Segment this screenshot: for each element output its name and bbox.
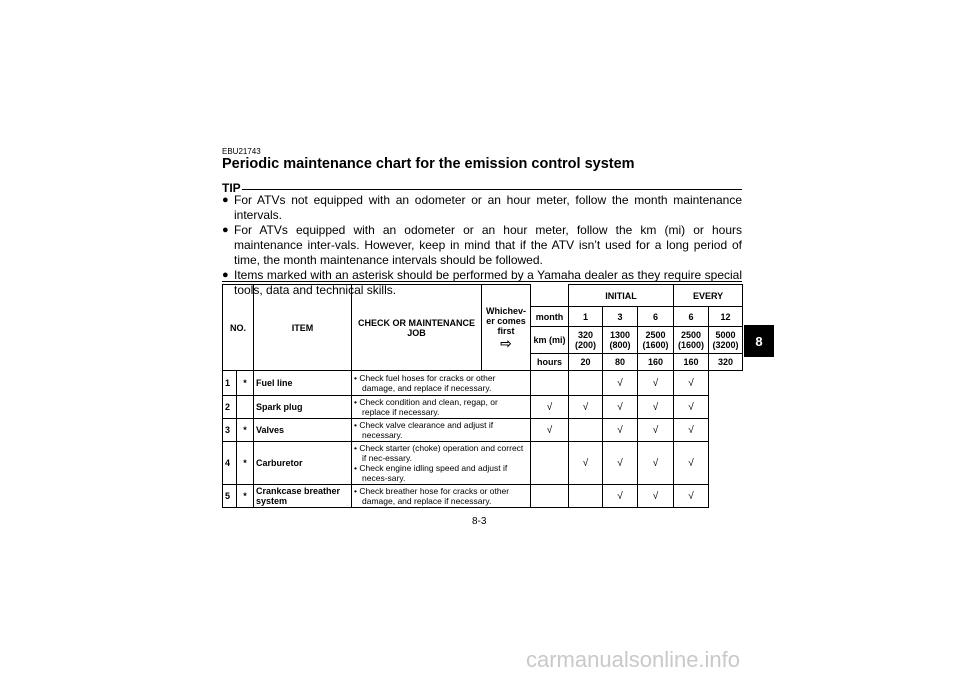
asterisk-mark: * xyxy=(237,485,254,508)
interval-value: 3 xyxy=(603,307,638,327)
row-number: 1 xyxy=(223,371,237,396)
asterisk-mark: * xyxy=(237,419,254,442)
table-row xyxy=(223,442,743,485)
check-cell: √ xyxy=(674,371,709,396)
check-cell: √ xyxy=(638,419,674,442)
check-cell: √ xyxy=(674,485,709,508)
check-cell: √ xyxy=(603,396,638,419)
check-cell: √ xyxy=(638,396,674,419)
header-row xyxy=(223,285,743,307)
check-cell: √ xyxy=(674,396,709,419)
row-number: 2 xyxy=(223,396,237,419)
tip-list xyxy=(222,193,742,298)
initial-header: INITIAL xyxy=(569,285,674,307)
check-cell xyxy=(569,485,603,508)
interval-value: 160 xyxy=(638,354,674,371)
page-title: Periodic maintenance chart for the emission control system xyxy=(222,156,635,172)
bullet-icon: ● xyxy=(222,269,229,281)
bullet-icon: ● xyxy=(222,194,229,206)
interval-value: 80 xyxy=(603,354,638,371)
chapter-tab: 8 xyxy=(744,325,774,357)
check-cell xyxy=(531,442,569,485)
check-cell: √ xyxy=(603,371,638,396)
check-cell: √ xyxy=(638,485,674,508)
check-cell xyxy=(531,485,569,508)
check-cell xyxy=(531,371,569,396)
interval-value: 5000 (3200) xyxy=(709,327,743,354)
interval-value: 1 xyxy=(569,307,603,327)
job-text: • Check engine idling speed and adjust if neces-sary. xyxy=(354,463,508,483)
check-cell: √ xyxy=(603,442,638,485)
job-cell xyxy=(352,396,531,419)
interval-value: 160 xyxy=(674,354,709,371)
check-cell: √ xyxy=(569,442,603,485)
tip-divider xyxy=(242,189,742,190)
interval-value: 320 (200) xyxy=(569,327,603,354)
job-text: • Check starter (choke) operation and correct if nec-essary. xyxy=(354,443,524,463)
check-cell: √ xyxy=(531,419,569,442)
maintenance-chart xyxy=(222,284,743,508)
interval-value: 6 xyxy=(674,307,709,327)
check-cell xyxy=(569,371,603,396)
item-name: Carburetor xyxy=(254,442,352,485)
interval-value: 20 xyxy=(569,354,603,371)
item-header: ITEM xyxy=(254,285,352,371)
table-row xyxy=(223,396,743,419)
asterisk-mark: * xyxy=(237,371,254,396)
item-name: Spark plug xyxy=(254,396,352,419)
whichever-header xyxy=(482,285,531,371)
job-header: CHECK OR MAINTENANCE JOB xyxy=(352,285,482,371)
tip-end-divider xyxy=(222,281,742,282)
table-row xyxy=(223,485,743,508)
tip-item: ● For ATVs not equipped with an odometer or an hour meter, follow the month maintenance intervals. xyxy=(222,193,742,222)
interval-value: 12 xyxy=(709,307,743,327)
interval-label: month xyxy=(531,307,569,327)
interval-value: 1300 (800) xyxy=(603,327,638,354)
check-cell: √ xyxy=(531,396,569,419)
item-name: Valves xyxy=(254,419,352,442)
bullet-icon: ● xyxy=(222,224,229,236)
check-cell: √ xyxy=(603,485,638,508)
header-spacer xyxy=(531,285,569,307)
row-number: 3 xyxy=(223,419,237,442)
check-cell xyxy=(569,419,603,442)
item-name: Fuel line xyxy=(254,371,352,396)
job-text: • Check breather hose for cracks or other damage, and replace if necessary. xyxy=(354,486,510,506)
document-code: EBU21743 xyxy=(222,147,261,156)
check-cell: √ xyxy=(674,419,709,442)
check-cell: √ xyxy=(638,371,674,396)
arrow-right-icon: ⇨ xyxy=(500,334,512,351)
job-cell xyxy=(352,371,531,396)
table-row xyxy=(223,371,743,396)
check-cell: √ xyxy=(569,396,603,419)
whichever-label: Whichev-er comes first xyxy=(486,305,527,336)
interval-label: km (mi) xyxy=(531,327,569,354)
interval-value: 2500 (1600) xyxy=(638,327,674,354)
job-cell xyxy=(352,419,531,442)
no-header: NO. xyxy=(223,285,254,371)
interval-label: hours xyxy=(531,354,569,371)
interval-value: 6 xyxy=(638,307,674,327)
interval-value: 2500 (1600) xyxy=(674,327,709,354)
job-text: • Check condition and clean, regap, or replace if necessary. xyxy=(354,397,498,417)
job-cell xyxy=(352,485,531,508)
row-number: 4 xyxy=(223,442,237,485)
check-cell: √ xyxy=(638,442,674,485)
asterisk-mark: * xyxy=(237,442,254,485)
interval-value: 320 xyxy=(709,354,743,371)
asterisk-mark xyxy=(237,396,254,419)
table-row xyxy=(223,419,743,442)
job-cell xyxy=(352,442,531,485)
row-number: 5 xyxy=(223,485,237,508)
tip-item: ● Items marked with an asterisk should be performed by a Yamaha dealer as they require special tools, data and technical skills. xyxy=(222,268,742,297)
every-header: EVERY xyxy=(674,285,743,307)
check-cell: √ xyxy=(603,419,638,442)
tip-label: TIP xyxy=(222,181,241,195)
job-text: • Check valve clearance and adjust if necessary. xyxy=(354,420,494,440)
job-text: • Check fuel hoses for cracks or other damage, and replace if necessary. xyxy=(354,373,496,393)
page-number: 8-3 xyxy=(472,516,487,527)
tip-item: ● For ATVs equipped with an odometer or an hour meter, follow the km (mi) or hours maintenance inter-vals. However, keep in mind that if the ATV isn’t used for a long period of time, the month maintenance intervals should be followed. xyxy=(222,223,742,267)
watermark: carmanualsonline.info xyxy=(526,647,741,672)
check-cell: √ xyxy=(674,442,709,485)
item-name: Crankcase breather system xyxy=(254,485,352,508)
